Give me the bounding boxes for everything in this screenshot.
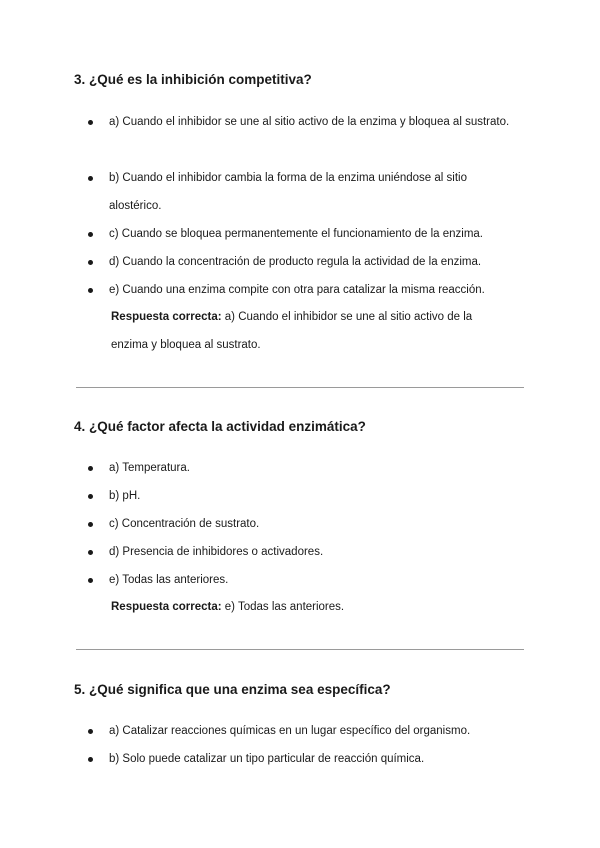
question-3-option-d: d) Cuando la concentración de producto regula la actividad de la enzima. bbox=[109, 248, 519, 276]
bullet-icon bbox=[88, 494, 93, 499]
bullet-icon bbox=[88, 260, 93, 265]
question-5-option-a: a) Catalizar reacciones químicas en un lugar específico del organismo. bbox=[109, 717, 519, 745]
question-4-option-c: c) Concentración de sustrato. bbox=[109, 510, 519, 538]
question-3-option-c: c) Cuando se bloquea permanentemente el funcionamiento de la enzima. bbox=[109, 220, 519, 248]
bullet-icon bbox=[88, 578, 93, 583]
bullet-icon bbox=[88, 120, 93, 125]
bullet-icon bbox=[88, 176, 93, 181]
divider bbox=[76, 387, 524, 388]
bullet-icon bbox=[88, 466, 93, 471]
question-4-answer bbox=[111, 593, 511, 621]
question-5-title: 5. ¿Qué significa que una enzima sea específica? bbox=[74, 682, 391, 697]
bullet-icon bbox=[88, 729, 93, 734]
question-3-option-e: e) Cuando una enzima compite con otra para catalizar la misma reacción. bbox=[109, 276, 519, 304]
bullet-icon bbox=[88, 288, 93, 293]
bullet-icon bbox=[88, 550, 93, 555]
bullet-icon bbox=[88, 232, 93, 237]
question-4-title: 4. ¿Qué factor afecta la actividad enzimática? bbox=[74, 419, 366, 434]
answer-label: Respuesta correcta: bbox=[111, 311, 222, 323]
question-4-option-b: b) pH. bbox=[109, 482, 519, 510]
answer-text: e) Todas las anteriores. bbox=[224, 601, 345, 613]
answer-text: a) Cuando el inhibidor se une al sitio activo de la enzima y bloquea al sustrato. bbox=[111, 311, 473, 351]
divider bbox=[76, 649, 524, 650]
question-3-option-a: a) Cuando el inhibidor se une al sitio activo de la enzima y bloquea al sustrato. bbox=[109, 108, 519, 136]
question-3-option-b: b) Cuando el inhibidor cambia la forma de la enzima uniéndose al sitio alostérico. bbox=[109, 164, 519, 220]
bullet-icon bbox=[88, 757, 93, 762]
bullet-icon bbox=[88, 522, 93, 527]
question-5-option-b: b) Solo puede catalizar un tipo particular de reacción química. bbox=[109, 745, 519, 773]
answer-label: Respuesta correcta: bbox=[111, 601, 222, 613]
question-3-answer bbox=[111, 303, 511, 359]
question-4-option-e: e) Todas las anteriores. bbox=[109, 566, 519, 594]
question-4-option-d: d) Presencia de inhibidores o activadores. bbox=[109, 538, 519, 566]
question-3-title: 3. ¿Qué es la inhibición competitiva? bbox=[74, 72, 312, 87]
question-4-option-a: a) Temperatura. bbox=[109, 454, 519, 482]
